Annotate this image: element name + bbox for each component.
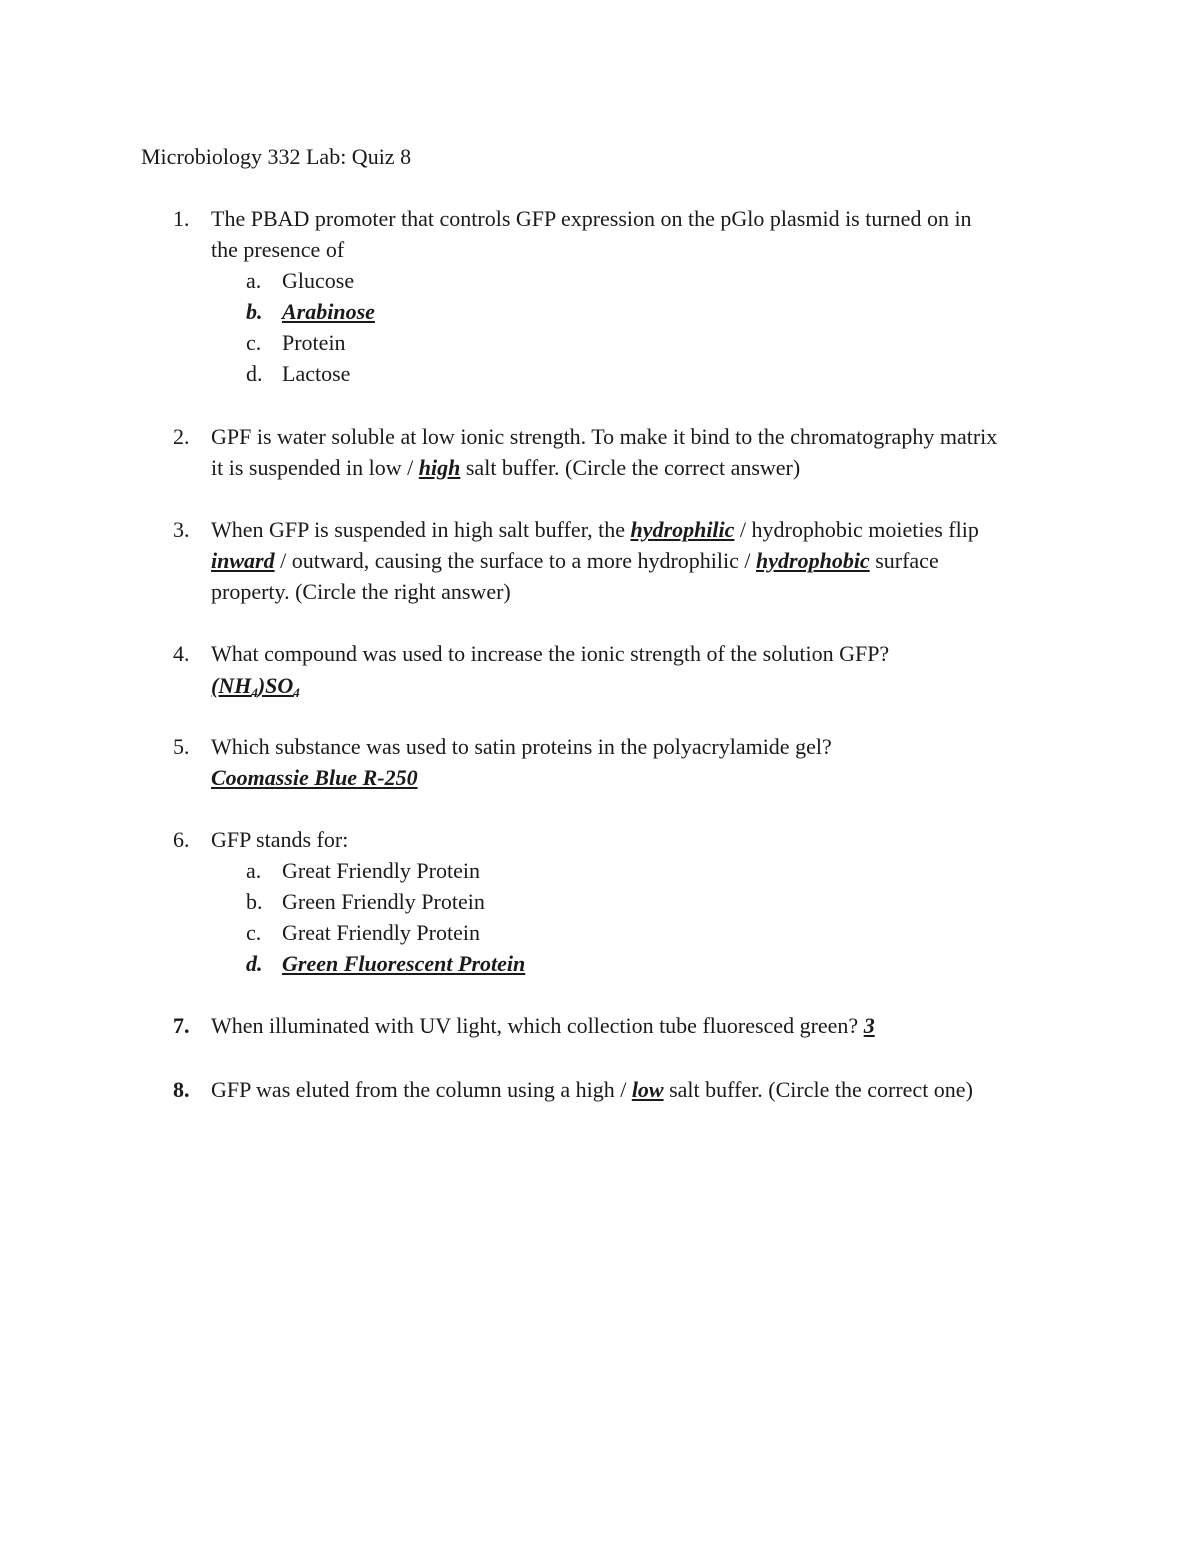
text-segment: When GFP is suspended in high salt buffer, the [211, 517, 631, 542]
question-text: the presence of [211, 237, 345, 262]
text-segment: When illuminated with UV light, which collection tube fluoresced green? [211, 1013, 864, 1038]
question-text: What compound was used to increase the ionic strength of the solution GFP? [211, 641, 890, 666]
question-text-line [211, 1077, 973, 1103]
option-text: Great Friendly Protein [282, 858, 480, 883]
option-letter: a. [246, 858, 262, 883]
question-text: The PBAD promoter that controls GFP expression on the pGlo plasmid is turned on in [211, 206, 972, 231]
option-letter: b. [246, 889, 263, 914]
subscript: 4 [293, 685, 300, 700]
question-number: 8. [173, 1077, 190, 1102]
answer-tube: 3 [863, 1013, 875, 1038]
question-text: GPF is water soluble at low ionic strength. To make it bind to the chromatography matrix [211, 424, 998, 449]
option-text: Lactose [282, 361, 351, 386]
question-text-line [211, 1013, 875, 1039]
text-segment: (NH [211, 673, 252, 698]
question-number: 4. [173, 641, 190, 666]
option-letter-answer: d. [246, 951, 263, 976]
question-number: 3. [173, 517, 190, 542]
text-segment: salt buffer. (Circle the correct one) [663, 1077, 973, 1102]
question-number: 7. [173, 1013, 190, 1038]
answer-compound [211, 673, 300, 699]
option-letter: a. [246, 268, 262, 293]
answer-inward: inward [211, 548, 275, 573]
question-text-line [211, 455, 800, 481]
option-letter: c. [246, 920, 262, 945]
option-text-answer: Green Fluorescent Protein [282, 951, 526, 976]
page-title: Microbiology 332 Lab: Quiz 8 [141, 144, 412, 169]
option-letter: c. [246, 330, 262, 355]
text-segment: surface [869, 548, 939, 573]
question-text-line [211, 548, 939, 574]
option-text-answer: Arabinose [282, 299, 375, 324]
answer-low: low [631, 1077, 664, 1102]
text-segment: )SO [257, 673, 294, 698]
option-text: Protein [282, 330, 346, 355]
answer-high: high [418, 455, 461, 480]
question-number: 5. [173, 734, 190, 759]
option-text: Glucose [282, 268, 355, 293]
question-text: property. (Circle the right answer) [211, 579, 511, 604]
answer-hydrophilic: hydrophilic [630, 517, 735, 542]
answer-stain: Coomassie Blue R-250 [211, 765, 418, 790]
text-segment: it is suspended in low / [211, 455, 419, 480]
option-text: Green Friendly Protein [282, 889, 485, 914]
question-number: 2. [173, 424, 190, 449]
text-segment: / hydrophobic moieties flip [734, 517, 979, 542]
text-segment: / outward, causing the surface to a more hydrophilic / [274, 548, 757, 573]
text-segment: GFP was eluted from the column using a high / [211, 1077, 632, 1102]
option-letter: d. [246, 361, 263, 386]
question-number: 6. [173, 827, 190, 852]
question-text: GFP stands for: [211, 827, 349, 852]
option-letter-answer: b. [246, 299, 263, 324]
question-number: 1. [173, 206, 190, 231]
subscript: 4 [251, 685, 258, 700]
text-segment: salt buffer. (Circle the correct answer) [460, 455, 801, 480]
question-text-line [211, 517, 979, 543]
answer-hydrophobic: hydrophobic [756, 548, 870, 573]
option-text: Great Friendly Protein [282, 920, 480, 945]
question-text: Which substance was used to satin proteins in the polyacrylamide gel? [211, 734, 832, 759]
